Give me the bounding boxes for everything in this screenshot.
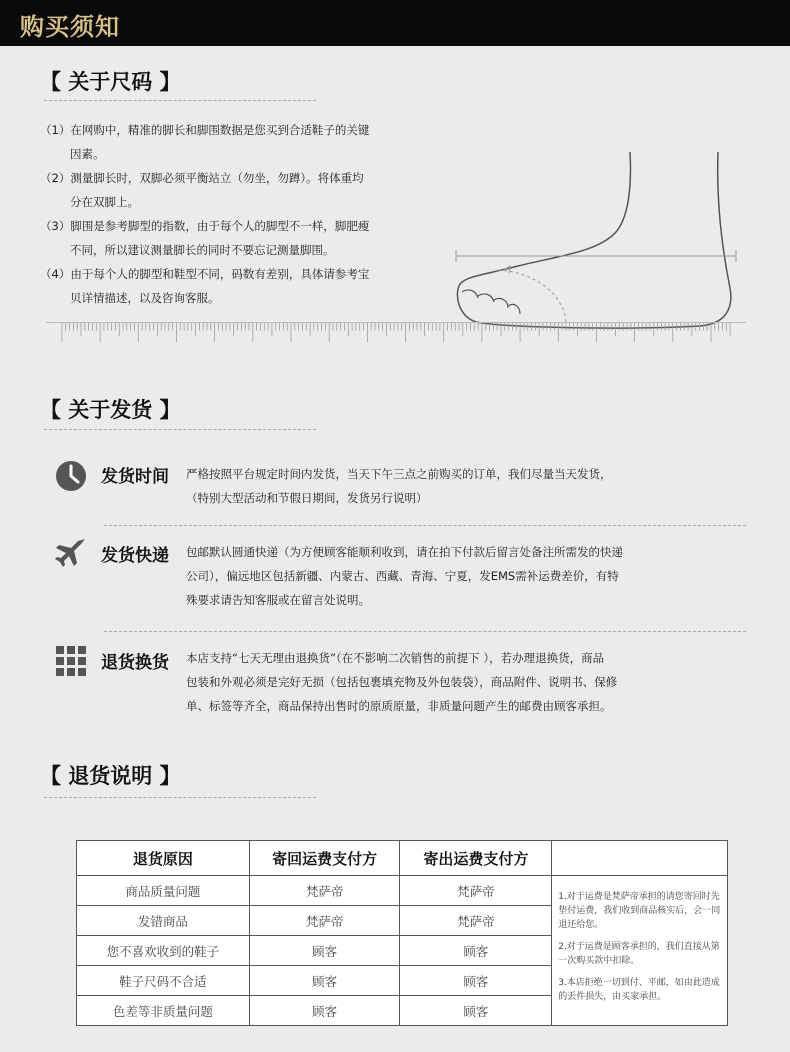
foot-measurement-illustration — [448, 148, 748, 338]
send-payer-cell: 顾客 — [400, 996, 552, 1026]
reason-cell: 发错商品 — [77, 906, 250, 936]
table-row — [77, 876, 728, 906]
note-text: 3.本店拒绝一切到付、平邮，如由此造成的丢件损失，由买家承担。 — [558, 977, 720, 1002]
shipping-time-label: 发货时间 — [101, 467, 169, 487]
reason-cell: 鞋子尺码不合适 — [77, 966, 250, 996]
return-payer-cell: 顾客 — [249, 936, 400, 966]
size-text-line: 分在双脚上。 — [70, 195, 139, 209]
table-header-row — [77, 841, 728, 876]
return-section-divider — [44, 797, 316, 798]
header-send-shipping: 寄出运费支付方 — [400, 841, 552, 876]
page-title: 购买须知 — [20, 12, 120, 41]
header-reason: 退货原因 — [77, 841, 250, 876]
return-payer-cell: 顾客 — [249, 966, 400, 996]
courier-text: 殊要求请告知客服或在留言处说明。 — [186, 593, 370, 607]
courier-text: 包邮默认圆通快递（为方便顾客能顺利收到，请在拍下付款后留言处备注所需发的快递 — [186, 545, 623, 559]
send-payer-cell: 顾客 — [400, 936, 552, 966]
size-text-line: 因素。 — [70, 147, 105, 161]
size-text-line: 贝详情描述，以及咨询客服。 — [70, 291, 220, 305]
header-notes — [552, 841, 728, 876]
courier-text: 公司），偏远地区包括新疆、内蒙古、西藏、青海、宁夏，发EMS需补运费差价，有特 — [186, 569, 619, 583]
shipping-time-text: 严格按照平台规定时间内发货，当天下午三点之前购买的订单，我们尽量当天发货， — [186, 467, 612, 481]
return-section-title: 【 退货说明 】 — [40, 763, 181, 788]
note-text: 2.对于运费是顾客承担的，我们直接从第一次购买款中扣除。 — [558, 941, 720, 966]
return-policy-table — [76, 840, 728, 1026]
header-return-shipping: 寄回运费支付方 — [249, 841, 400, 876]
measuring-ruler — [46, 322, 746, 344]
courier-label: 发货快递 — [101, 546, 169, 566]
return-payer-cell: 梵萨帝 — [249, 906, 400, 936]
return-exchange-text: 包装和外观必须是完好无损（包括包裹填充物及外包装袋），商品附件、说明书、保修 — [186, 675, 618, 689]
return-exchange-label: 退货换货 — [101, 653, 169, 673]
return-exchange-text: 本店支持“七天无理由退换货”（在不影响二次销售的前提下 ），若办理退换货，商品 — [186, 651, 605, 665]
reason-cell: 您不喜欢收到的鞋子 — [77, 936, 250, 966]
shipping-section-divider — [44, 429, 316, 430]
size-section-divider — [44, 100, 316, 101]
return-payer-cell: 梵萨帝 — [249, 876, 400, 906]
size-text-line: （4）由于每个人的脚型和鞋型不同，码数有差别，具体请参考宝 — [40, 267, 370, 281]
reason-cell: 色差等非质量问题 — [77, 996, 250, 1026]
return-exchange-text: 单、标签等齐全，商品保持出售时的原质原量，非质量问题产生的邮费由顾客承担。 — [186, 699, 612, 713]
airplane-icon — [54, 536, 88, 570]
item-separator — [104, 525, 746, 526]
size-section-title: 【 关于尺码 】 — [40, 69, 181, 94]
shipping-time-text: （特别大型活动和节假日期间，发货另行说明） — [186, 491, 428, 505]
size-text-line: （2）测量脚长时，双脚必须平衡站立（勿坐，勿蹲）。将体重均 — [40, 171, 364, 185]
size-text-line: 不同，所以建议测量脚长的同时不要忘记测量脚围。 — [70, 243, 335, 257]
notes-cell — [552, 876, 728, 1026]
clock-icon — [54, 459, 88, 493]
size-text-line: （3）脚围是参考脚型的指数，由于每个人的脚型不一样，脚肥瘦 — [40, 219, 370, 233]
note-text: 1.对于运费是梵萨帝承担的请您寄回时先垫付运费，我们收到商品核实后，会一同退还给您。 — [558, 891, 721, 930]
send-payer-cell: 梵萨帝 — [400, 906, 552, 936]
reason-cell: 商品质量问题 — [77, 876, 250, 906]
size-text-line: （1）在网购中，精准的脚长和脚围数据是您买到合适鞋子的关键 — [40, 123, 370, 137]
send-payer-cell: 梵萨帝 — [400, 876, 552, 906]
page-header — [0, 0, 790, 46]
return-payer-cell: 顾客 — [249, 996, 400, 1026]
grid-icon — [54, 644, 88, 678]
item-separator — [104, 631, 746, 632]
shipping-section-title: 【 关于发货 】 — [40, 397, 181, 422]
send-payer-cell: 顾客 — [400, 966, 552, 996]
